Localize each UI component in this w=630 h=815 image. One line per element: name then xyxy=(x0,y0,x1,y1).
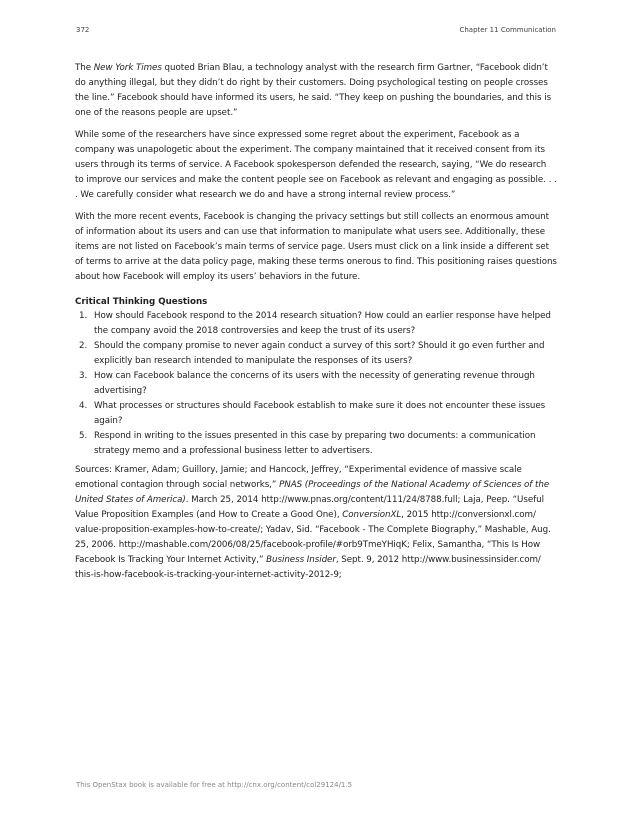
critical-thinking-list xyxy=(75,309,557,459)
list-item-text: What processes or structures should Facebook establish to make sure it does not encounter these issues again? xyxy=(94,401,546,426)
list-item xyxy=(75,369,557,399)
paragraph-privacy: With the more recent events, Facebook is changing the privacy settings but still collects an enormous amount of information about its users and can use that information to manipulate what users see. Additionally, these items are not listed on Facebook’s main terms of service page. Users must click on a link inside a different set of terms to arrive at the data policy page, making these terms onerous to find. This positioning raises questions about how Facebook will employ its users’ behaviors in the future. xyxy=(75,212,557,282)
list-item-number: 2. xyxy=(79,341,88,351)
list-item-text: How can Facebook balance the concerns of its users with the necessity of generating revenue through advertising? xyxy=(94,371,535,396)
paragraph-text: The xyxy=(75,63,94,73)
list-item-number: 1. xyxy=(79,311,88,321)
list-item xyxy=(75,399,557,429)
list-item-text: Respond in writing to the issues presented in this case by preparing two documents: a communication strategy memo and a professional business letter to advertisers. xyxy=(94,431,536,456)
list-item xyxy=(75,339,557,369)
publication-title: Business Insider xyxy=(266,555,336,565)
critical-thinking-heading: Critical Thinking Questions xyxy=(75,297,208,307)
list-item-text: Should the company promise to never again conduct a survey of this sort? Should it go even further and explicitly ban research intended to manipulate the responses of its users? xyxy=(94,341,545,366)
publication-title: ConversionXL xyxy=(342,510,402,520)
list-item-number: 4. xyxy=(79,401,88,411)
list-item xyxy=(75,309,557,339)
sources-citations xyxy=(75,463,557,583)
page-number: 372 xyxy=(76,26,90,34)
paragraph-nyt-quote xyxy=(75,61,557,121)
citation-text: , Sept. 9, 2012 http://www.businessinsider.com/ this-is-how-facebook-is-tracking-your-internet-activity-2012-9; xyxy=(75,555,541,580)
list-item xyxy=(75,429,557,459)
citation-text: , 2015 http://conversionxl.com/ value-proposition-examples-how-to-create/; Yadav, Sid. “Facebook - The Complete Biography,” Mashable, Aug. 25, 2006. http://mashable.com/2006/08/25/facebook-profile/#orb9TmeYHiqK; Felix, Samantha, “This Is How Facebook Is Tracking Your Internet Activity,” xyxy=(75,510,551,565)
paragraph-text: quoted Brian Blau, a technology analyst with the research firm Gartner, “Facebook didn’t do anything illegal, but they didn’t do right by their customers. Doing psychological testing on people crosses the line.” Facebook should have informed its users, he said. “They keep on pushing the boundaries, and this is one of the reasons people are upset.” xyxy=(75,63,552,118)
journal-title: PNAS (Proceedings of the National Academy of Sciences of the United States of America) xyxy=(75,480,550,505)
main-content xyxy=(75,61,557,583)
paragraph-researchers: While some of the researchers have since expressed some regret about the experiment, Facebook as a company was unapologetic about the experiment. The company maintained that it received consent from its users through its terms of service. A Facebook spokesperson defended the research, saying, “We do research to improve our services and make the content people see on Facebook as relevant and engaging as possible. . . . We carefully consider what research we do and have a strong internal review process.” xyxy=(75,130,557,200)
list-item-text: How should Facebook respond to the 2014 research situation? How could an earlier response have helped the company avoid the 2018 controversies and keep the trust of its users? xyxy=(94,311,551,336)
footer-notice: This OpenStax book is available for free at http://cnx.org/content/col29124/1.5 xyxy=(76,781,353,789)
chapter-header: Chapter 11 Communication xyxy=(459,26,556,34)
list-item-number: 3. xyxy=(79,371,88,381)
publication-title: New York Times xyxy=(93,63,162,73)
list-item-number: 5. xyxy=(79,431,88,441)
citation-text: . March 25, 2014 http://www.pnas.org/content/111/24/8788.full; Laja, Peep. “Useful Value Proposition Examples (and How to Create a Good One), xyxy=(75,495,544,520)
citation-text: Sources: Kramer, Adam; Guillory, Jamie; and Hancock, Jeffrey, “Experimental evidence of massive scale emotional contagion through social networks,” xyxy=(75,465,522,490)
